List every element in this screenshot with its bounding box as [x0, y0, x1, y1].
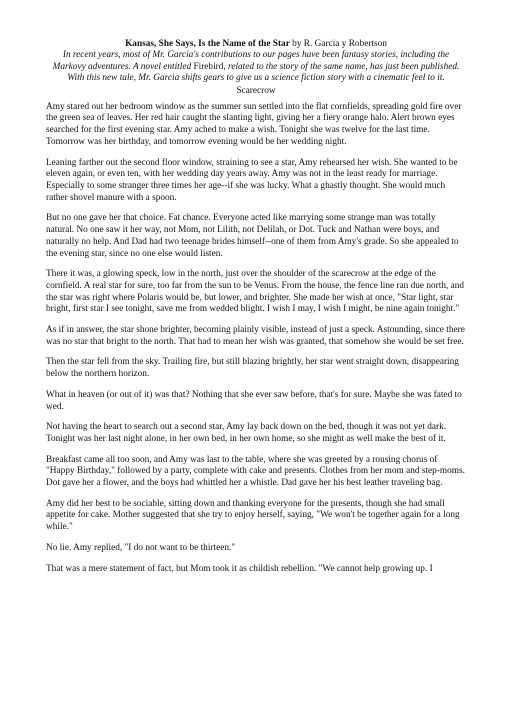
paragraph: Amy stared out her bedroom window as the summer sun settled into the flat cornfields, spreading gold fire over the green sea of leaves. Her red hair caught the slanting light, giving her a fiery orange halo. Alert brown eyes searched for the first evening star. Amy ached to make a wish. Tonight she was twelve for the last time. Tomorrow was her birthday, and tomorrow evening would be her wedding night.	[46, 101, 462, 147]
paragraph: Breakfast came all too soon, and Amy was last to the table, where she was greeted by a rousing chorus of "Happy Birthday," followed by a party, complete with cake and presents. Clothes from her mom and step-moms. Dot gave her a flower, and the boys had whittled her a whistle. Dad gave her his best leather traveling bag.	[46, 454, 465, 489]
paragraph: What in heaven (or out of it) was that? Nothing that she ever saw before, that's for sure. Maybe she was fated to wed.	[46, 389, 462, 412]
section-heading: Scarecrow	[236, 85, 276, 96]
paragraph: No lie. Amy replied, "I do not want to be thirteen."	[46, 542, 236, 553]
paragraph: There it was, a glowing speck, low in the north, just over the shoulder of the scarecrow at the edge of the cornfield. A real star for sure, too far from the sun to be Venus. From the house, the fence line ran due north, and the star was right where Polaris would be, but lower, and brighter. She made her wish at once, "Star light, star bright, first star I see tonight, save me from wedded blight. I wish I may, I wish I might, be nine again tonight."	[46, 269, 465, 315]
intro-text-part-2: , related to the story of the same name, has just been published. With this new tale, Mr. Garcia shifts gears to give us a science fiction story with a cinematic feel to it.	[67, 61, 460, 84]
story-title: Kansas, She Says, Is the Name of the Star	[125, 39, 290, 49]
paragraph: That was a mere statement of fact, but Mom took it as childish rebellion. "We cannot help growing up. I	[46, 563, 433, 574]
story-introduction	[46, 50, 466, 85]
paragraph: Then the star fell from the sky. Trailing fire, but still blazing brightly, her star went straight down, disappearing below the northern horizon.	[46, 357, 459, 380]
paragraph: Amy did her best to be sociable, sitting down and thanking everyone for the presents, though she had small appetite for cake. Mother suggested that she try to enjoy herself, saying, "We won't be together again for a long while."	[46, 498, 460, 533]
intro-text-part-1: In recent years, most of Mr. Garcia's contributions to our pages have been fantasy stories, including the Markovy adventures. A novel entitled	[52, 50, 450, 72]
story-byline: by R. Garcia y Robertson	[289, 39, 387, 49]
story-header	[46, 38, 466, 50]
paragraph: Not having the heart to search out a second star, Amy lay back down on the bed, though it was not yet dark. Tonight was her last night alone, in her own bed, in her own home, so she might as well make the best of it.	[46, 422, 447, 444]
paragraph: As if in answer, the star shone brighter, becoming plainly visible, instead of just a speck. Astounding, since there was no star that bright to the north. That had to mean her wish was granted, that somehow she would be set free.	[46, 325, 465, 347]
paragraph: Leaning farther out the second floor window, straining to see a star, Amy rehearsed her wish. She wanted to be eleven again, or even ten, with her wedding day years away. Amy was not in the least ready for marriage. Especially to some stranger three times her age--if she was lucky. What a ghastly thought. She would much rather shovel manure with a spoon.	[46, 157, 458, 203]
paragraph: But no one gave her that choice. Fat chance. Everyone acted like marrying some strange man was totally natural. No one saw it her way, not Mom, not Lilith, not Delilah, or Dot. Tuck and Nathan were boys, and naturally no help. And Dad had two teenage brides himself--one of them from Amy's grade. So she appealed to the evening star, since no one else would listen.	[46, 213, 459, 259]
intro-book-title: Firebird	[193, 61, 224, 72]
